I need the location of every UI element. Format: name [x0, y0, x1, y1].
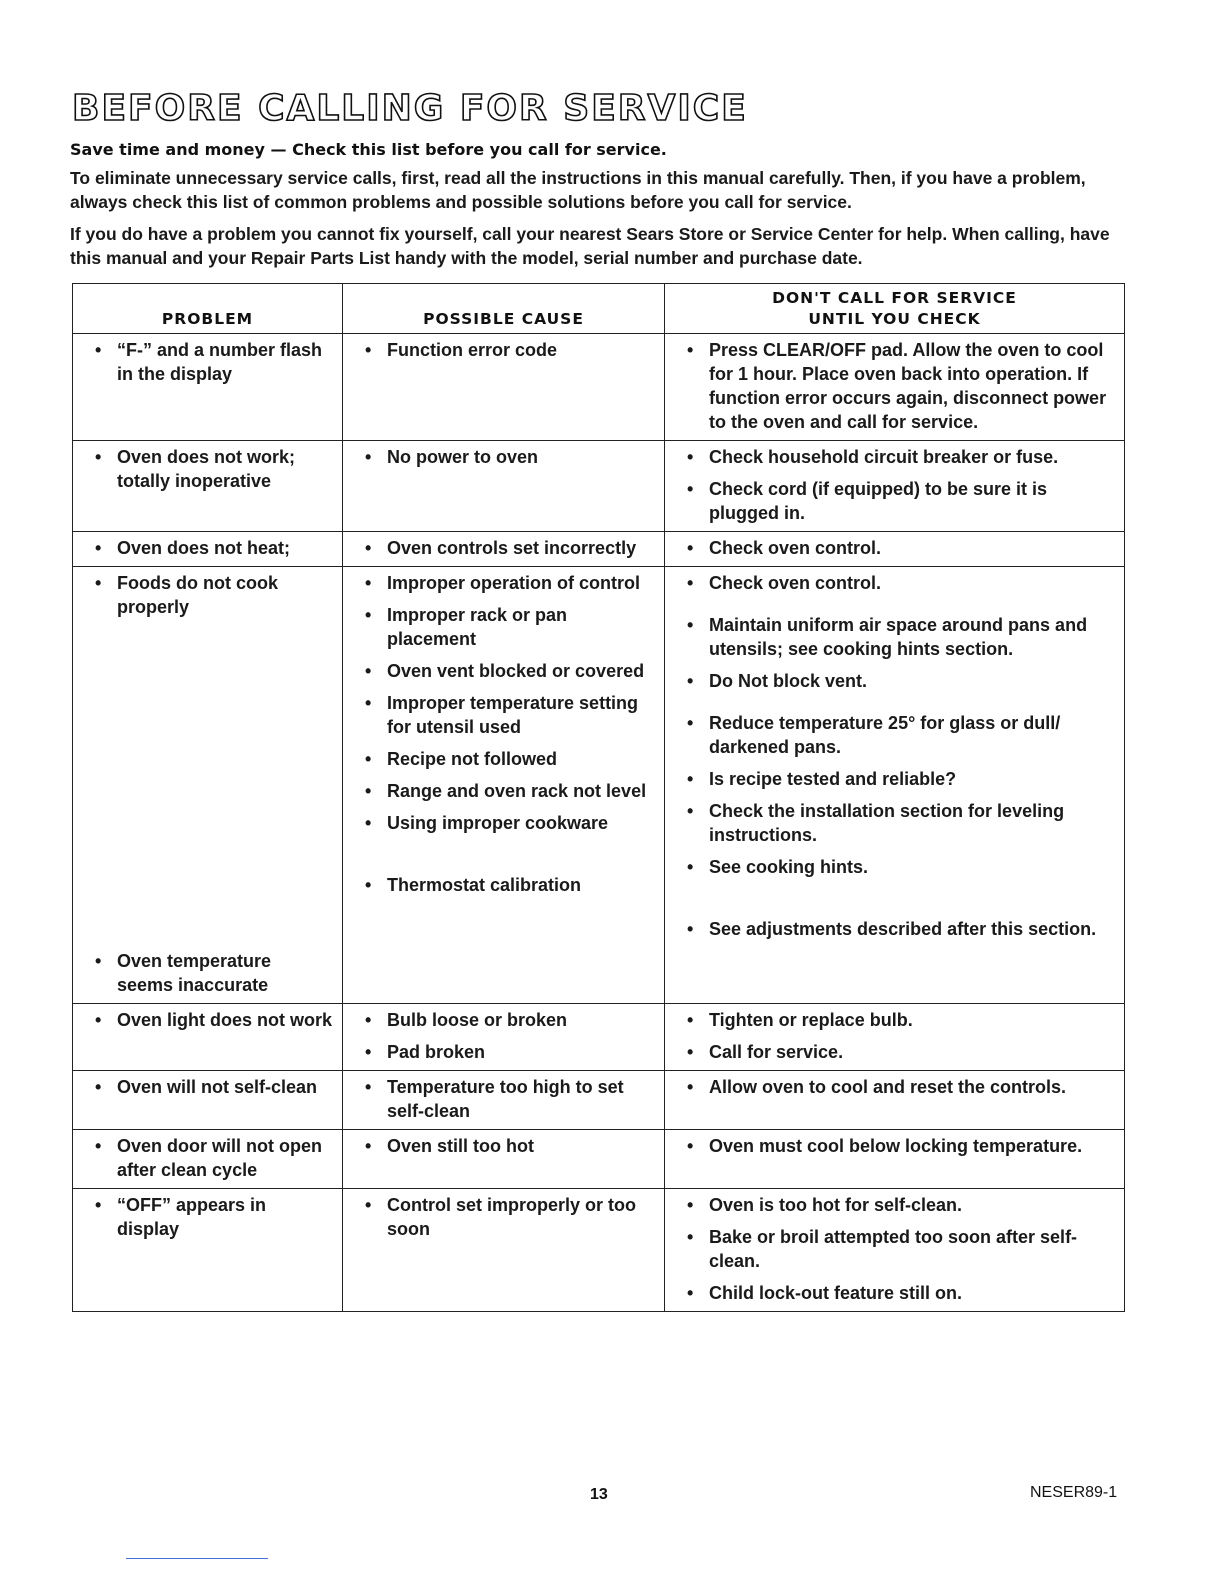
cause-item: • Using improper cookware — [365, 813, 609, 833]
check-item: • Check cord (if equipped) to be sure it is plugged in. — [687, 479, 1048, 523]
problem-item: • Oven will not self-clean — [95, 1077, 318, 1097]
problem-item: • “F-” and a number flash in the display — [95, 340, 323, 384]
intro-paragraph-1: To eliminate unnecessary service calls, first, read all the instructions in this manual carefully. Then, if you have a problem, always check this list of common problems and possible solutions before you call for service. — [70, 168, 1086, 212]
check-item: • Check oven control. — [687, 538, 882, 558]
check-item: • Do Not block vent. — [687, 671, 868, 691]
problem-item: • Oven light does not work — [95, 1010, 333, 1030]
check-item: • Allow oven to cool and reset the controls. — [687, 1077, 1067, 1097]
cause-item: • Pad broken — [365, 1042, 486, 1062]
cause-item: • Range and oven rack not level — [365, 781, 647, 801]
problem-item: • Oven temperature seems inaccurate — [95, 951, 272, 995]
cause-item: • Improper rack or pan placement — [365, 605, 568, 649]
cause-item: • Improper temperature setting for utensil used — [365, 693, 639, 737]
cause-item: • Improper operation of control — [365, 573, 641, 593]
document-code: NESER89-1 — [1030, 1484, 1118, 1501]
troubleshooting-table — [72, 283, 1125, 1312]
header-dont-call — [665, 284, 1125, 334]
check-item: • Check the installation section for leveling instructions. — [687, 801, 1065, 845]
check-item: • Child lock-out feature still on. — [687, 1283, 963, 1303]
cause-item: • Oven still too hot — [365, 1136, 534, 1156]
check-item: • Check household circuit breaker or fuse. — [687, 447, 1059, 467]
cause-item: • Thermostat calibration — [365, 875, 582, 895]
header-dont-call-line1: DON'T CALL FOR SERVICE — [772, 289, 1017, 307]
cause-item: • Function error code — [365, 340, 558, 360]
check-item: • Bake or broil attempted too soon after self-clean. — [687, 1227, 1078, 1271]
check-item: • See adjustments described after this section. — [687, 919, 1097, 939]
problem-item: • Foods do not cook properly — [95, 573, 278, 617]
intro-paragraph-2: If you do have a problem you cannot fix yourself, call your nearest Sears Store or Service Center for help. When calling, have this manual and your Repair Parts List handy with the model, serial number and purchase date. — [70, 224, 1110, 268]
divider-line — [126, 1558, 268, 1559]
table-row — [73, 1130, 1125, 1189]
cause-item: • No power to oven — [365, 447, 539, 467]
header-problem: PROBLEM — [73, 284, 343, 334]
check-item: • Press CLEAR/OFF pad. Allow the oven to cool for 1 hour. Place oven back into operation. If function error occurs again, disconnect power to the oven and call for service. — [687, 340, 1107, 432]
check-item: • Check oven control. — [687, 573, 882, 593]
page-number: 13 — [590, 1486, 608, 1503]
check-item: • Call for service. — [687, 1042, 844, 1062]
check-item: • Oven is too hot for self-clean. — [687, 1195, 963, 1215]
table-row — [73, 532, 1125, 567]
check-item: • Tighten or replace bulb. — [687, 1010, 913, 1030]
table-row — [73, 1189, 1125, 1312]
cause-item: • Oven controls set incorrectly — [365, 538, 637, 558]
problem-item: • Oven door will not open after clean cycle — [95, 1136, 322, 1180]
table-header-row — [73, 284, 1125, 334]
table-row — [73, 1004, 1125, 1071]
table-row — [73, 1071, 1125, 1130]
cause-item: • Control set improperly or too soon — [365, 1195, 637, 1239]
check-item: • Is recipe tested and reliable? — [687, 769, 957, 789]
problem-item: • “OFF” appears in display — [95, 1195, 267, 1239]
table-row — [73, 441, 1125, 532]
header-dont-call-line2: UNTIL YOU CHECK — [808, 310, 981, 328]
header-possible-cause: POSSIBLE CAUSE — [343, 284, 665, 334]
cause-item: • Bulb loose or broken — [365, 1010, 568, 1030]
cause-item: • Temperature too high to set self-clean — [365, 1077, 624, 1121]
check-item: • Maintain uniform air space around pans and utensils; see cooking hints section. — [687, 615, 1088, 659]
problem-item: • Oven does not work; totally inoperative — [95, 447, 296, 491]
check-item: • See cooking hints. — [687, 857, 869, 877]
check-item: • Oven must cool below locking temperature. — [687, 1136, 1083, 1156]
problem-item: • Oven does not heat; — [95, 538, 291, 558]
page-subtitle: Save time and money — Check this list before you call for service. — [70, 140, 667, 159]
page-title: BEFORE CALLING FOR SERVICE — [72, 88, 748, 129]
cause-item: • Recipe not followed — [365, 749, 558, 769]
table-row — [73, 334, 1125, 441]
cause-item: • Oven vent blocked or covered — [365, 661, 645, 681]
check-item: • Reduce temperature 25° for glass or dull/ darkened pans. — [687, 713, 1061, 757]
table-row — [73, 567, 1125, 1004]
